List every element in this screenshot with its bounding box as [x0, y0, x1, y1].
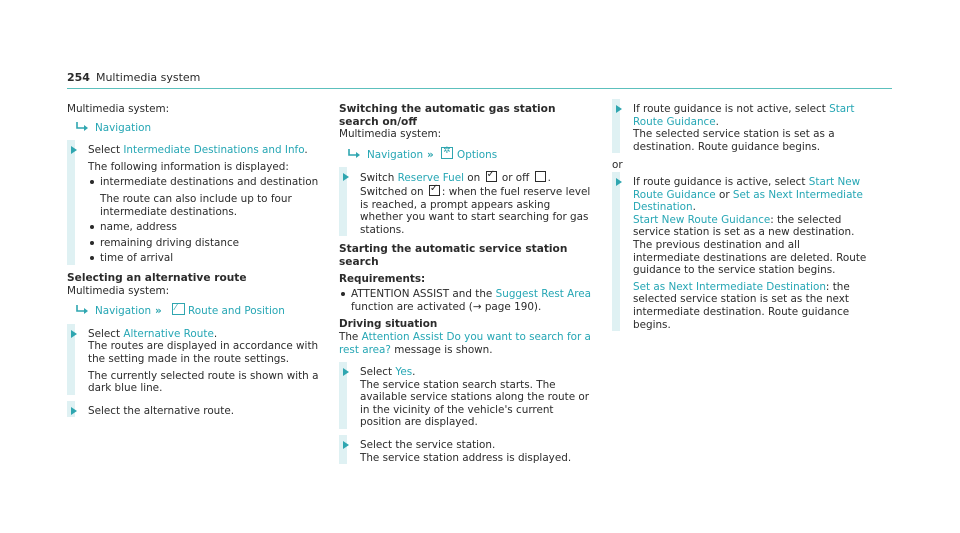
step-text-pre: Select: [88, 144, 124, 157]
step-bar: [339, 435, 347, 464]
step-start-route-guidance: [612, 103, 869, 153]
ds-text-pre: The: [339, 330, 362, 343]
heading-gas-station-search: Switching the automatic gas station search on/off: [339, 103, 556, 128]
step-info: The following information is displayed:: [88, 160, 289, 173]
step-arrow-icon: [71, 330, 77, 338]
or-text: or: [612, 159, 623, 172]
step-reserve-fuel: [339, 171, 596, 236]
step-info: The routes are displayed in accordance with the setting made in the route settings.: [88, 340, 319, 365]
list-item: [339, 288, 596, 313]
driving-situation-label: Driving situation: [339, 318, 438, 331]
step-text-post: .: [692, 201, 696, 214]
step-select-station: [339, 439, 596, 464]
intro-text: Multimedia system:: [339, 128, 442, 141]
step-text: Select the alternative route.: [88, 404, 235, 417]
option-desc: [633, 281, 869, 331]
step-arrow-icon: [343, 368, 349, 376]
settings-icon: [441, 147, 453, 159]
step-text: [88, 328, 324, 341]
link-start-route-guidance[interactable]: Start Route Guidance: [633, 103, 855, 128]
nav-path: [75, 303, 324, 318]
step-bar: [67, 140, 75, 265]
step-arrow-icon: [71, 146, 77, 154]
step-info: The selected service station is set as a destination. Route guidance begins.: [633, 128, 835, 153]
double-chevron-icon: »: [427, 148, 434, 161]
step-bar: [612, 172, 620, 331]
step-text: Select the service station.: [360, 439, 496, 452]
step-text-mid: on: [464, 172, 484, 185]
link-start-new-route-guidance[interactable]: Start New Route Guidance: [633, 213, 771, 226]
intro-text: Multimedia system:: [67, 103, 170, 115]
step-text-post: .: [412, 366, 416, 379]
checkbox-checked-icon: [429, 185, 440, 196]
link-intermediate-destinations[interactable]: Intermediate Destinations and Info: [123, 144, 305, 157]
step-text-post: .: [715, 115, 719, 128]
step-text-post: .: [304, 144, 308, 157]
return-arrow-icon: [75, 122, 89, 132]
option-text: : the selected service station is set as a new destination. The previous destination and all intermediate destinations are deleted. Route guidance to the service station begins.: [633, 213, 867, 277]
step-text-pre: If route guidance is not active, select: [633, 103, 830, 115]
step-arrow-icon: [616, 178, 622, 186]
requirements-label: Requirements:: [339, 272, 426, 285]
step-info: The service station address is displayed.: [360, 451, 572, 464]
link-suggest-rest-area[interactable]: Suggest Rest Area: [495, 288, 592, 301]
nav-link-navigation[interactable]: Navigation: [95, 305, 152, 318]
req-text-pre: ATTENTION ASSIST and the: [351, 288, 496, 301]
header-rule: [67, 88, 892, 89]
step-text-pre: If route guidance is active, select: [633, 175, 809, 188]
step-text-post: .: [213, 327, 218, 340]
driving-situation-text: [339, 331, 596, 356]
step-text-pre: Select: [360, 366, 396, 379]
nav-path: [75, 122, 324, 135]
step-text: [88, 144, 324, 157]
nav-link-route-position[interactable]: Route and Position: [188, 305, 285, 318]
intro-text: Multimedia system:: [67, 284, 170, 297]
link-set-next-intermediate[interactable]: Set as Next Intermediate Destination: [633, 280, 826, 293]
list-item: name, address: [88, 221, 324, 234]
column-2: [339, 103, 596, 464]
step-info: [360, 185, 596, 236]
link-set-next-intermediate[interactable]: Set as Next Intermediate Destination: [633, 188, 863, 214]
page-header: [67, 71, 200, 84]
step-text-mid: or: [715, 188, 733, 201]
return-arrow-icon: [347, 149, 361, 159]
list-item: remaining driving distance: [88, 237, 324, 250]
step-info: The service station search starts. The available service stations along the route or in the vicinity of the vehicle's current position are displayed.: [360, 378, 590, 429]
nav-link-navigation[interactable]: Navigation: [367, 148, 424, 161]
link-alternative-route[interactable]: Alternative Route: [123, 327, 214, 340]
double-chevron-icon: »: [155, 305, 162, 318]
step-arrow-icon: [71, 407, 77, 415]
list-item: intermediate destinations and destination: [88, 176, 324, 189]
link-start-new-route-guidance[interactable]: Start New Route Guidance: [633, 175, 861, 201]
route-icon: [172, 303, 185, 315]
option-desc: [633, 214, 869, 277]
step-arrow-icon: [343, 173, 349, 181]
step-text-post: .: [547, 172, 551, 185]
step-info: The currently selected route is shown with a dark blue line.: [88, 369, 319, 395]
link-yes[interactable]: Yes: [395, 366, 413, 379]
nav-link-navigation[interactable]: Navigation: [95, 121, 152, 134]
step-text-mid: or off: [498, 172, 533, 185]
step-select-alternative: [67, 328, 324, 395]
step-text: [633, 103, 869, 128]
req-text-post: function are activated (→ page 190).: [351, 300, 542, 313]
page-number: 254: [67, 71, 90, 84]
column-1: [67, 103, 324, 417]
checkbox-empty-icon: [535, 171, 546, 182]
list-item: time of arrival: [88, 252, 324, 265]
step-arrow-icon: [616, 105, 622, 113]
step-text: [360, 171, 596, 185]
step-text-pre: Select: [88, 327, 124, 340]
ds-text-post: message is shown.: [390, 343, 493, 356]
step-select-intermediate: [67, 144, 324, 265]
step-text: [633, 176, 869, 214]
step-arrow-icon: [343, 441, 349, 449]
step-text: [360, 366, 596, 379]
list-item-note: The route can also include up to four intermediate destinations.: [100, 192, 292, 218]
step-info-post: : when the fuel reserve level is reached, a prompt appears asking whether you want to start searching for gas stations.: [360, 185, 591, 236]
step-info-pre: Switched on: [360, 185, 427, 198]
column-3: [612, 103, 869, 331]
step-text-pre: Switch: [360, 172, 398, 185]
step-route-guidance-active: [612, 176, 869, 331]
checkbox-checked-icon: [486, 171, 497, 182]
link-reserve-fuel[interactable]: Reserve Fuel: [397, 172, 464, 185]
step-select-route: [67, 405, 324, 418]
link-attention-assist-message[interactable]: Attention Assist Do you want to search for a rest area?: [339, 330, 591, 356]
option-text: : the selected service station is set as the next intermediate destination. Route guidance begins.: [633, 280, 850, 331]
return-arrow-icon: [75, 305, 89, 315]
step-select-yes: [339, 366, 596, 429]
heading-service-station-search: Starting the automatic service station search: [339, 243, 568, 268]
nav-link-options[interactable]: Options: [457, 148, 498, 161]
nav-path: [347, 147, 596, 162]
heading-alternative-route: Selecting an alternative route: [67, 271, 247, 284]
section-title: Multimedia system: [95, 71, 201, 84]
